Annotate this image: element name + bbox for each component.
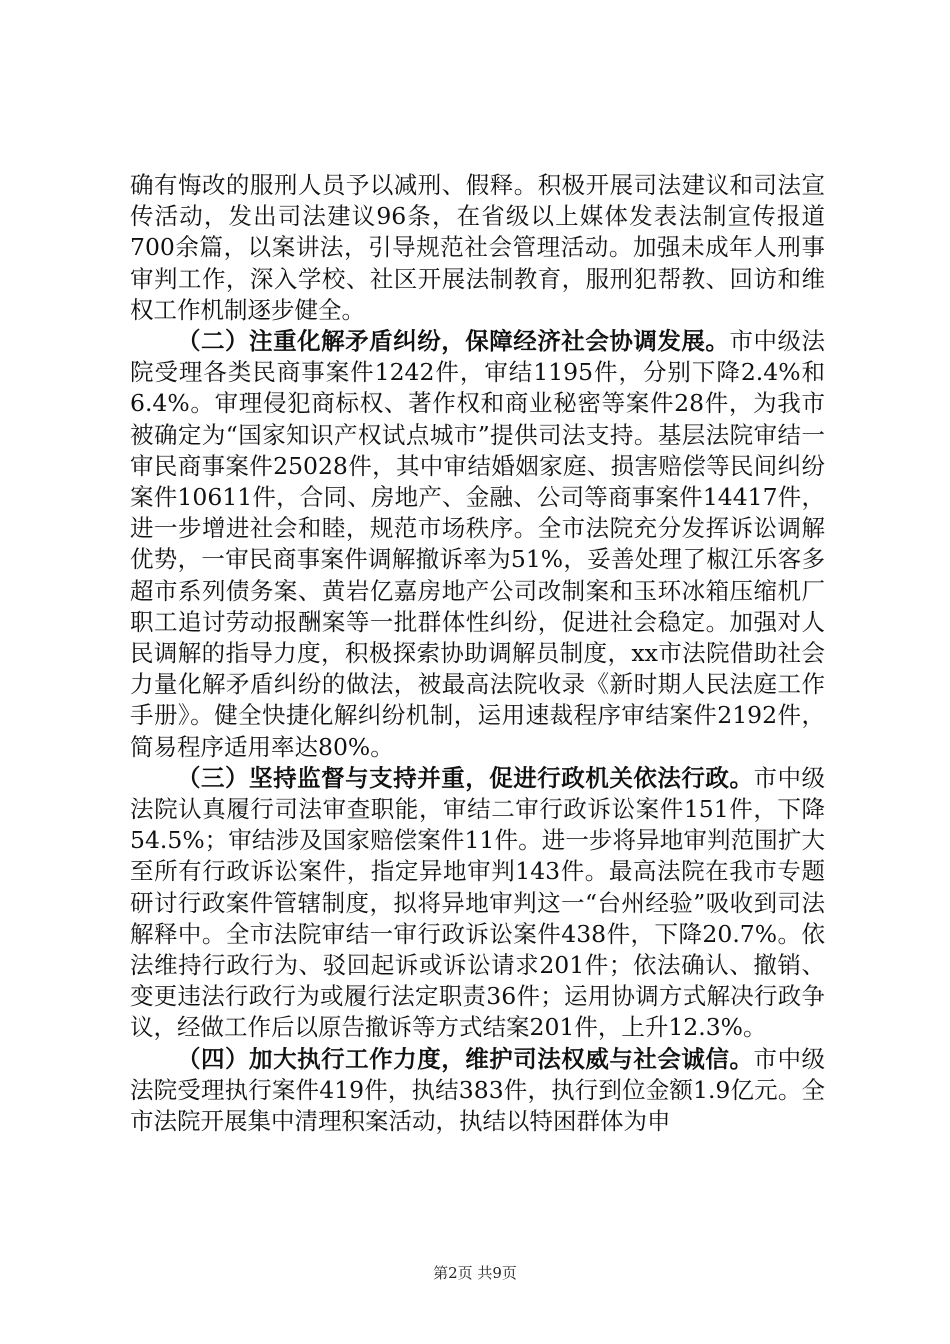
paragraph-2-text: 市中级法院受理各类民商事案件1242件，审结1195件，分别下降2.4%和6.4%。审理侵犯商标权、著作权和商业秘密等案件28件，为我市被确定为“国家知识产权试点城市”提供司法支持。基层法院审结一审民商事案件25028件，其中审结婚姻家庭、损害赔偿等民间纠纷案件10611件，合同、房地产、金融、公司等商事案件14417件，进一步增进社会和睦，规范市场秩序。全市法院充分发挥诉讼调解优势，一审民商事案件调解撤诉率为51%，妥善处理了椒江乐客多超市系列债务案、黄岩亿嘉房地产公司改制案和玉环冰箱压缩机厂职工追讨劳动报酬案等一批群体性纠纷，促进社会稳定。加强对人民调解的指导力度，积极探索协助调解员制度，xx市法院借助社会力量化解矛盾纠纷的做法，被最高法院收录《新时期人民法庭工作手册》。健全快捷化解纠纷机制，运用速裁程序审结案件2192件，简易程序适用率达80%。: [130, 327, 826, 761]
paragraph-2-heading: （二）注重化解矛盾纠纷，保障经济社会协调发展。: [177, 327, 730, 356]
paragraph-4-text: 市中级法院受理执行案件419件，执结383件，执行到位金额1.9亿元。全市法院开展集中清理积案活动，执结以特困群体为申: [130, 1044, 826, 1136]
paragraph-1-text: 确有悔改的服刑人员予以减刑、假释。积极开展司法建议和司法宣传活动，发出司法建议96条，在省级以上媒体发表法制宣传报道700余篇，以案讲法，引导规范社会管理活动。加强未成年人刑事审判工作，深入学校、社区开展法制教育，服刑犯帮教、回访和维权工作机制逐步健全。: [130, 171, 825, 324]
paragraph-1: [130, 170, 825, 326]
paragraph-3: [130, 763, 825, 1044]
page-number-footer: 第2页 共9页: [433, 1264, 517, 1282]
paragraph-4: [130, 1044, 825, 1138]
paragraph-3-heading: （三）坚持监督与支持并重，促进行政机关依法行政。: [177, 763, 754, 792]
paragraph-2: [130, 326, 825, 763]
document-body: [130, 170, 825, 1137]
paragraph-4-heading: （四）加大执行工作力度，维护司法权威与社会诚信。: [177, 1044, 754, 1073]
paragraph-3-text: 市中级法院认真履行司法审查职能，审结二审行政诉讼案件151件，下降54.5%；审结涉及国家赔偿案件11件。进一步将异地审判范围扩大至所有行政诉讼案件，指定异地审判143件。最高法院在我市专题研讨行政案件管辖制度，拟将异地审判这一“台州经验”吸收到司法解释中。全市法院审结一审行政诉讼案件438件，下降20.7%。依法维持行政行为、驳回起诉或诉讼请求201件；依法确认、撤销、变更违法行政行为或履行法定职责36件；运用协调方式解决行政争议，经做工作后以原告撤诉等方式结案201件，上升12.3%。: [130, 763, 826, 1042]
